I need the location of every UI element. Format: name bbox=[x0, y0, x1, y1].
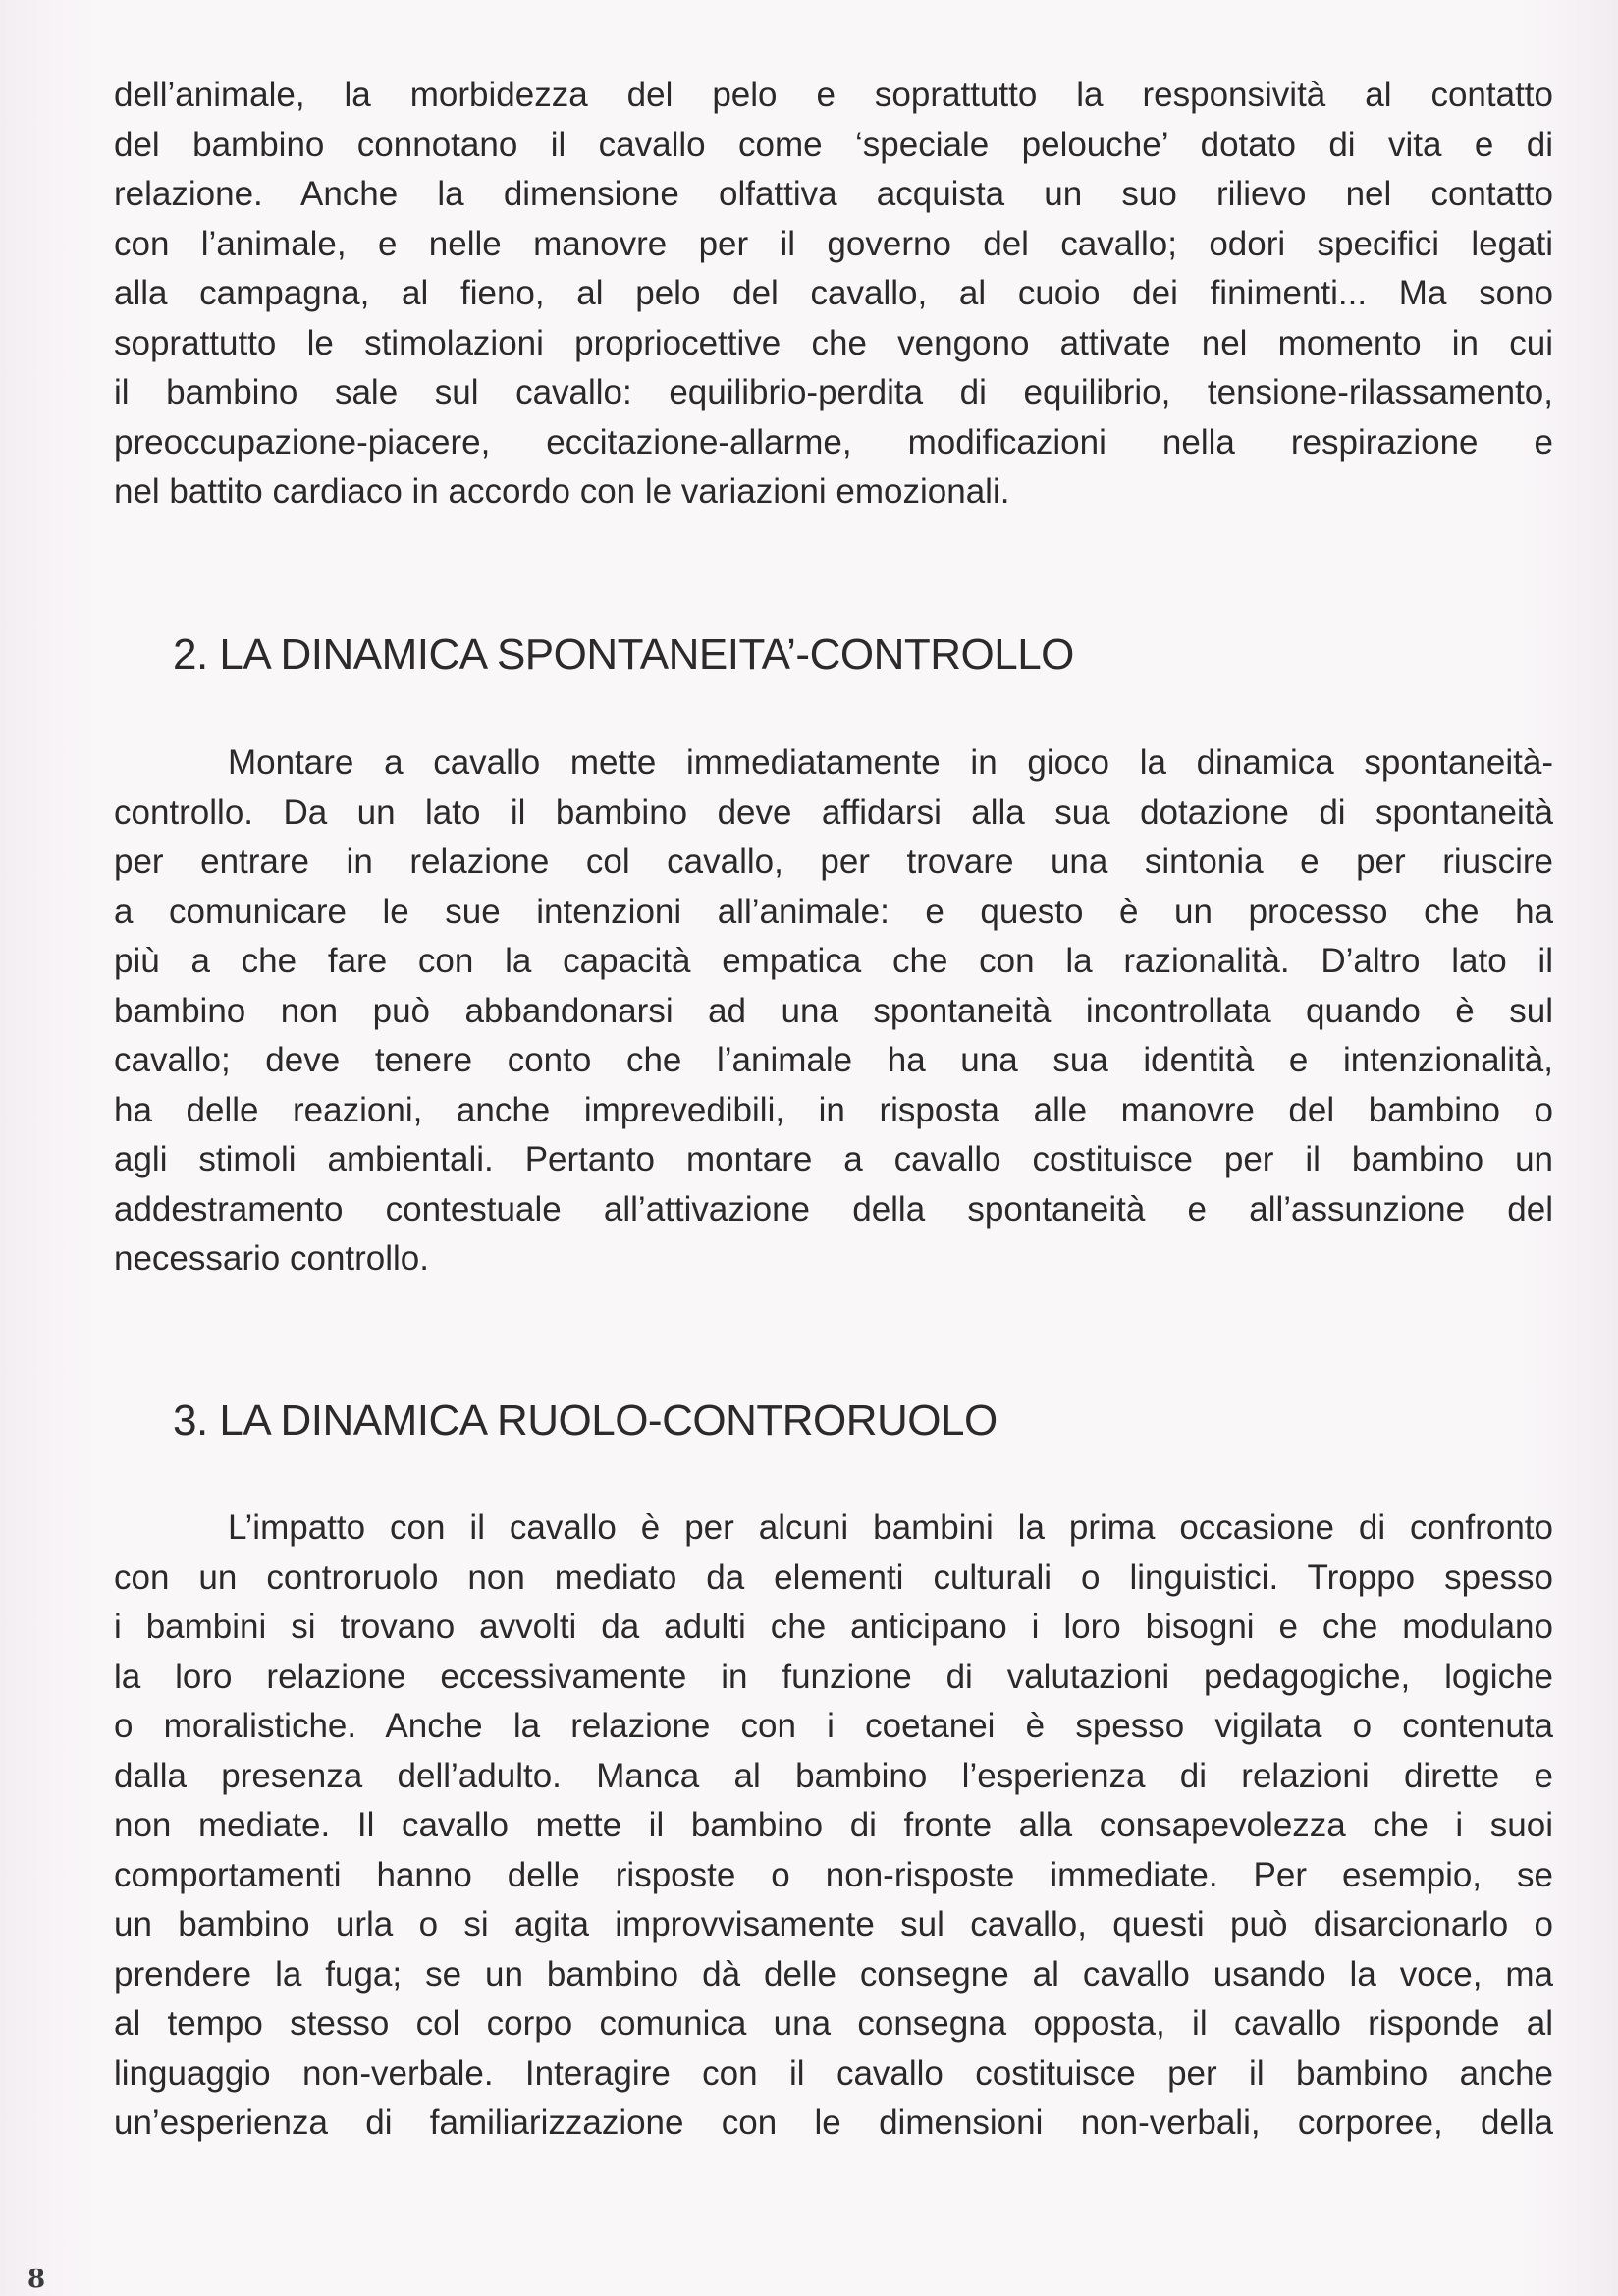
paragraph-line: del bambino connotano il cavallo come ‘speciale pelouche’ dotato di vita e di bbox=[114, 125, 1553, 164]
paragraph-line: con l’animale, e nelle manovre per il governo del cavallo; odori specifici legati bbox=[114, 224, 1553, 263]
paragraph-line: più a che fare con la capacità empatica che con la razionalità. D’altro lato il bbox=[114, 942, 1553, 980]
paragraph-line: prendere la fuga; se un bambino dà delle consegne al cavallo usando la voce, ma bbox=[114, 1954, 1553, 1994]
paragraph-line: un bambino urla o si agita improvvisamente sul cavallo, questi può disarcionarlo o bbox=[114, 1905, 1553, 1943]
paragraph-line: nel battito cardiaco in accordo con le variazioni emozionali. bbox=[114, 472, 1010, 511]
paragraph-line: il bambino sale sul cavallo: equilibrio-perdita di equilibrio, tensione-rilassamento, bbox=[114, 373, 1553, 411]
paragraph-line: dell’animale, la morbidezza del pelo e soprattutto la responsività al contatto bbox=[114, 76, 1553, 114]
paragraph-line: relazione. Anche la dimensione olfattiva acquista un suo rilievo nel contatto bbox=[114, 175, 1553, 213]
paragraph-line: comportamenti hanno delle risposte o non-risposte immediate. Per esempio, se bbox=[114, 1855, 1553, 1894]
paragraph-line: bambino non può abbandonarsi ad una spontaneità incontrollata quando è sul bbox=[114, 991, 1553, 1030]
section-2-heading: 2. LA DINAMICA SPONTANEITA’-CONTROLLO bbox=[173, 630, 1074, 679]
paragraph-line: addestramento contestuale all’attivazione della spontaneità e all’assunzione del bbox=[114, 1189, 1553, 1229]
paragraph-line: non mediate. Il cavallo mette il bambino di fronte alla consapevolezza che i suoi bbox=[114, 1806, 1553, 1844]
paragraph-line: agli stimoli ambientali. Pertanto montare a cavallo costituisce per il bambino un bbox=[114, 1140, 1553, 1178]
paragraph-line: L’impatto con il cavallo è per alcuni bambini la prima occasione di confronto bbox=[228, 1508, 1553, 1547]
paragraph-line: la loro relazione eccessivamente in funzione di valutazioni pedagogiche, logiche bbox=[114, 1657, 1553, 1696]
paragraph-line: linguaggio non-verbale. Interagire con il cavallo costituisce per il bambino anche bbox=[114, 2053, 1553, 2093]
paragraph-line: con un controruolo non mediato da elementi culturali o linguistici. Troppo spesso bbox=[114, 1558, 1553, 1597]
paragraph-line: controllo. Da un lato il bambino deve affidarsi alla sua dotazione di spontaneità bbox=[114, 793, 1553, 832]
paragraph-line: dalla presenza dell’adulto. Manca al bambino l’esperienza di relazioni dirette e bbox=[114, 1756, 1553, 1795]
paragraph-line: o moralistiche. Anche la relazione con i coetanei è spesso vigilata o contenuta bbox=[114, 1707, 1553, 1745]
paragraph-line: ha delle reazioni, anche imprevedibili, in risposta alle manovre del bambino o bbox=[114, 1090, 1553, 1129]
paragraph-line: per entrare in relazione col cavallo, per trovare una sintonia e per riuscire bbox=[114, 843, 1553, 881]
paragraph-line: necessario controllo. bbox=[114, 1239, 429, 1278]
paragraph-line: al tempo stesso col corpo comunica una consegna opposta, il cavallo risponde al bbox=[114, 2004, 1553, 2043]
paragraph-line: cavallo; deve tenere conto che l’animale ha una sua identità e intenzionalità, bbox=[114, 1041, 1553, 1079]
section-3-paragraph bbox=[114, 1503, 1553, 2149]
paragraph-line: soprattutto le stimolazioni propriocettive che vengono attivate nel momento in cui bbox=[114, 323, 1553, 362]
paragraph-line: un’esperienza di familiarizzazione con le dimensioni non-verbali, corporee, della bbox=[114, 2104, 1553, 2142]
section-2-paragraph bbox=[114, 738, 1553, 1285]
paragraph-line: Montare a cavallo mette immediatamente in gioco la dinamica spontaneità- bbox=[228, 743, 1553, 782]
page-number: 8 bbox=[27, 2265, 46, 2294]
section-3-heading: 3. LA DINAMICA RUOLO-CONTRORUOLO bbox=[173, 1396, 998, 1445]
intro-paragraph bbox=[114, 71, 1553, 518]
paragraph-line: a comunicare le sue intenzioni all’animale: e questo è un processo che ha bbox=[114, 892, 1553, 931]
paragraph-line: alla campagna, al fieno, al pelo del cavallo, al cuoio dei finimenti... Ma sono bbox=[114, 274, 1553, 312]
paragraph-line: preoccupazione-piacere, eccitazione-allarme, modificazioni nella respirazione e bbox=[114, 422, 1553, 462]
paragraph-line: i bambini si trovano avvolti da adulti che anticipano i loro bisogni e che modulano bbox=[114, 1608, 1553, 1646]
